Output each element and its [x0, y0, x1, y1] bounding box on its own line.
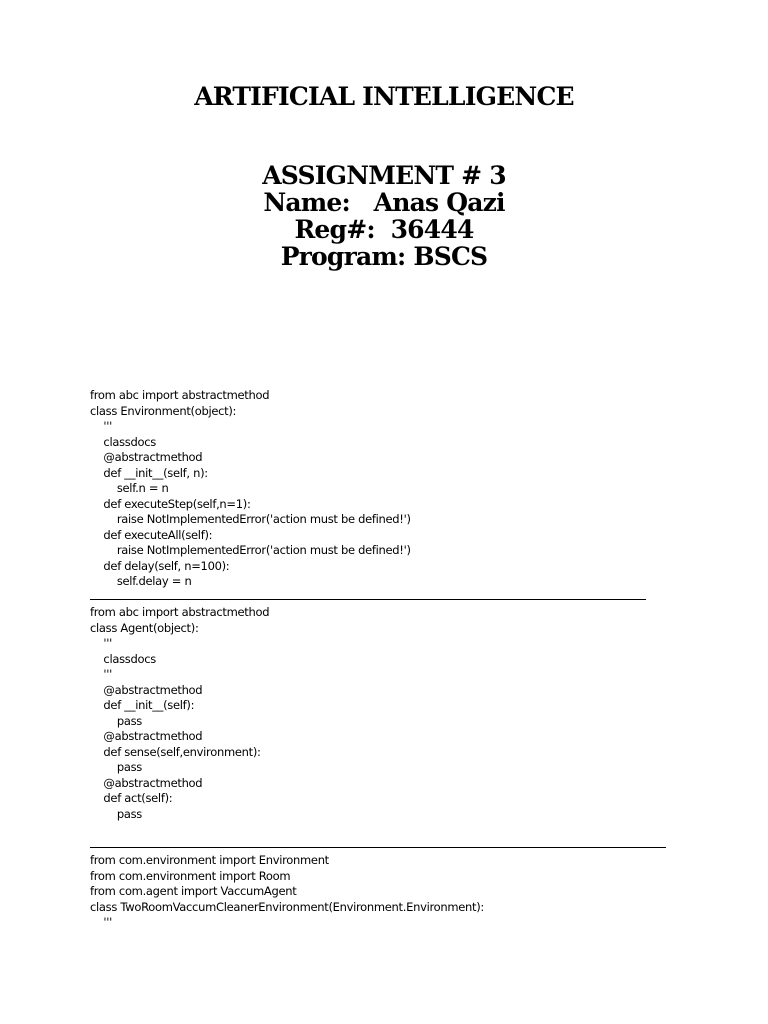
code-line: from com.environment import Room: [90, 868, 291, 883]
code-line: classdocs: [90, 651, 156, 666]
code-line: def executeStep(self,n=1):: [90, 496, 251, 511]
code-line: def act(self):: [90, 791, 173, 805]
code-line: from abc import abstractmethod: [90, 605, 270, 619]
code-line: pass: [90, 806, 142, 821]
code-line: from abc import abstractmethod: [90, 388, 270, 402]
code-line: raise NotImplementedError('action must be defined!'): [90, 543, 411, 557]
code-line: class Agent(object):: [90, 620, 199, 635]
student-name: Name: Anas Qazi: [263, 188, 505, 217]
code-line: from com.environment import Environment: [90, 853, 329, 867]
code-line: pass: [90, 713, 142, 728]
code-line: pass: [90, 760, 142, 774]
code-line: @abstractmethod: [90, 682, 203, 697]
code-line: @abstractmethod: [90, 450, 203, 464]
assignment-header: [0, 162, 768, 270]
code-line: classdocs: [90, 434, 156, 449]
code-line: class Environment(object):: [90, 403, 237, 418]
code-line: def delay(self, n=100):: [90, 558, 230, 573]
code-line: def __init__(self):: [90, 698, 195, 712]
program: Program: BSCS: [280, 242, 488, 271]
code-line: self.n = n: [90, 481, 169, 495]
document-title: ARTIFICIAL INTELLIGENCE: [194, 82, 574, 111]
section-separator: [90, 590, 730, 606]
code-line: ''': [90, 636, 113, 650]
code-line: @abstractmethod: [90, 775, 203, 790]
code-line: ''': [90, 667, 113, 681]
code-line: from com.agent import VaccumAgent: [90, 884, 297, 898]
code-line: ''': [90, 915, 113, 929]
blank-line: [90, 822, 730, 838]
section-separator: [90, 838, 730, 854]
code-line: def __init__(self, n):: [90, 465, 208, 480]
code-line: def sense(self,environment):: [90, 744, 261, 759]
assignment-number: ASSIGNMENT # 3: [262, 161, 506, 190]
code-line: ''': [90, 419, 113, 433]
code-section-environment: [90, 388, 730, 590]
code-line: raise NotImplementedError('action must be defined!'): [90, 512, 411, 526]
code-line: self.delay = n: [90, 574, 192, 588]
code-line: @abstractmethod: [90, 729, 203, 743]
code-section-two-room-environment: [90, 853, 730, 931]
code-listing: [90, 388, 730, 931]
registration-number: Reg#: 36444: [294, 215, 474, 244]
code-line: def executeAll(self):: [90, 527, 213, 542]
code-section-agent: [90, 605, 730, 822]
code-line: class TwoRoomVaccumCleanerEnvironment(Environment.Environment):: [90, 899, 485, 914]
